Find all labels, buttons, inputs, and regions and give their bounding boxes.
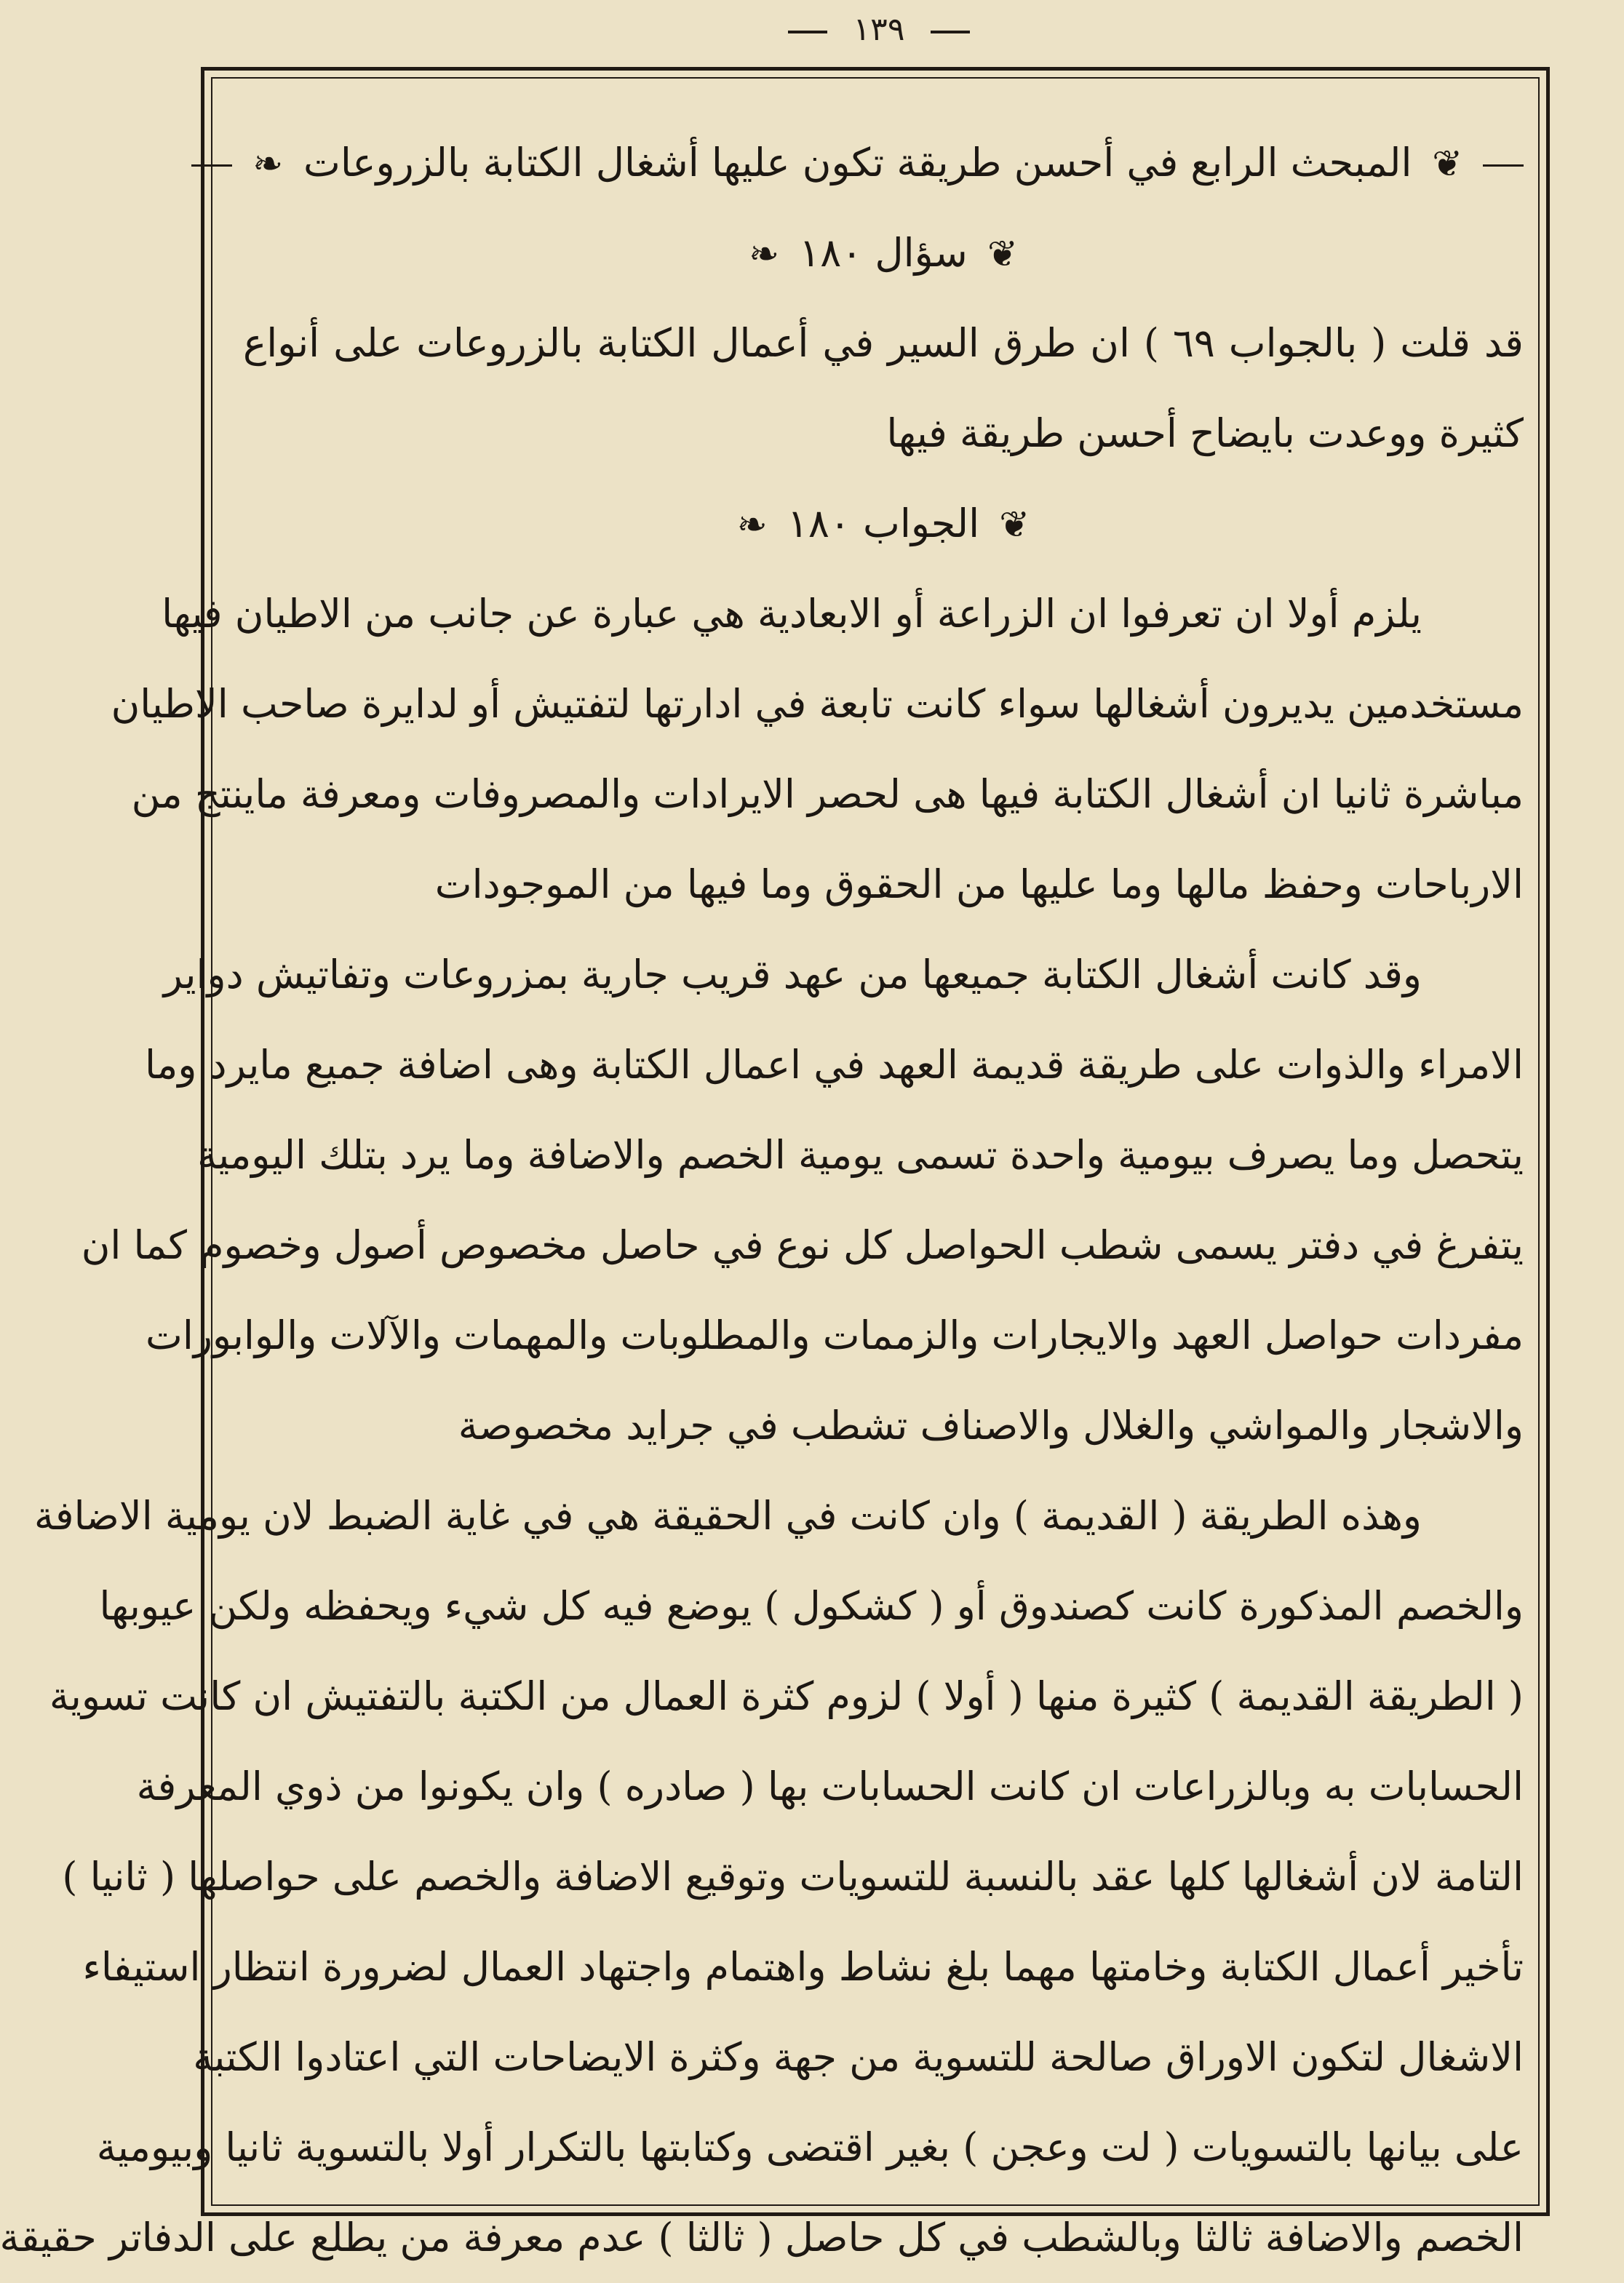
question-line-2: كثيرة ووعدت بايضاح أحسن طريقة فيها [886, 410, 1524, 456]
answer-line-19: الخصم والاضافة ثالثا وبالشطب في كل حاصل ( ثالثا ) عدم معرفة من يطلع على الدفاتر حقيقة [0, 2215, 1524, 2260]
answer-line-4: الارباحات وحفظ مالها وما عليها من الحقوق وما فيها من الموجودات [434, 861, 1524, 907]
question-right-ornament-icon: ❧ [749, 233, 780, 275]
answer-line-5: وقد كانت أشغال الكتابة جميعها من عهد قريب جارية بمزروعات وتفاتيش دواير [163, 952, 1422, 997]
question-heading [243, 208, 1524, 298]
answer-line-16: تأخير أعمال الكتابة وخامتها مهما بلغ نشاط واهتمام واجتهاد العمال لضرورة انتظار استيفاء [82, 1944, 1524, 1990]
heading-left-tail [1483, 164, 1524, 167]
answer-line-6: الامراء والذوات على طريقة قديمة العهد في اعمال الكتابة وهى اضافة جميع مايرد وما [144, 1042, 1524, 1088]
answer-line-9: مفردات حواصل العهد والايجارات والزممات والمطلوبات والمهمات والآلات والوابورات [146, 1312, 1524, 1358]
answer-line-7: يتحصل وما يصرف بيومية واحدة تسمى يومية الخصم والاضافة وما يرد بتلك اليومية [197, 1132, 1524, 1178]
section-title: المبحث الرابع في أحسن طريقة تكون عليها أشغال الكتابة بالزروعات [303, 140, 1412, 186]
answer-line-12: والخصم المذكورة كانت كصندوق أو ( كشكول ) يوضع فيه كل شيء ويحفظه ولكن عيوبها [99, 1583, 1524, 1629]
answer-line-1: يلزم أولا ان تعرفوا ان الزراعة أو الابعادية هي عبارة عن جانب من الاطيان فيها [162, 591, 1422, 637]
answer-line-8: يتفرغ في دفتر يسمى شطب الحواصل كل نوع في حاصل مخصوص أصول وخصوم كما ان [81, 1222, 1524, 1268]
heading-left-ornament-icon: ❦ [1432, 143, 1463, 185]
answer-right-ornament-icon: ❧ [736, 503, 768, 546]
answer-heading [243, 479, 1524, 569]
answer-line-3: مباشرة ثانيا ان أشغال الكتابة فيها هى لحصر الايرادات والمصروفات ومعرفة ماينتج من [131, 771, 1524, 817]
page-content [0, 118, 1524, 2283]
section-heading [243, 118, 1524, 208]
answer-line-17: الاشغال لتكون الاوراق صالحة للتسوية من جهة وكثرة الايضاحات التي اعتادوا الكتبة [193, 2034, 1524, 2080]
heading-right-tail [191, 164, 232, 167]
question-title: سؤال ١٨٠ [799, 230, 968, 276]
heading-right-ornament-icon: ❧ [252, 143, 284, 185]
answer-line-15: التامة لان أشغالها كلها عقد بالنسبة للتسويات وتوقيع الاضافة والخصم على حواصلها ( ثانيا ) [62, 1854, 1524, 1900]
page-number-left-dash [788, 31, 827, 33]
page-number-text: ١٣٩ [853, 11, 905, 48]
answer-line-11: وهذه الطريقة ( القديمة ) وان كانت في الحقيقة هي في غاية الضبط لان يومية الاضافة [33, 1493, 1422, 1539]
answer-line-10: والاشجار والمواشي والغلال والاصناف تشطب في جرايد مخصوصة [458, 1403, 1524, 1449]
answer-line-14: الحسابات به وبالزراعات ان كانت الحسابات بها ( صادره ) وان يكونوا من ذوي المعرفة [136, 1764, 1524, 1809]
page-number-right-dash [931, 31, 970, 33]
answer-line-13: ( الطريقة القديمة ) كثيرة منها ( أولا ) لزوم كثرة العمال من الكتبة بالتفتيش ان كانت تسوية [49, 1673, 1524, 1719]
answer-line-2: مستخدمين يديرون أشغالها سواء كانت تابعة في ادارتها لتفتيش أو لدايرة صاحب الاطيان [111, 681, 1524, 727]
question-left-ornament-icon: ❦ [987, 233, 1018, 275]
answer-left-ornament-icon: ❦ [999, 503, 1030, 546]
page-number [134, 4, 1624, 55]
answer-title: الجواب ١٨٠ [787, 501, 980, 546]
question-line-1: قد قلت ( بالجواب ٦٩ ) ان طرق السير في أعمال الكتابة بالزروعات على أنواع [243, 320, 1524, 366]
answer-line-18: على بيانها بالتسويات ( لت وعجن ) بغير اقتضى وكتابتها بالتكرار أولا بالتسوية ثانيا وبيومية [96, 2124, 1524, 2170]
